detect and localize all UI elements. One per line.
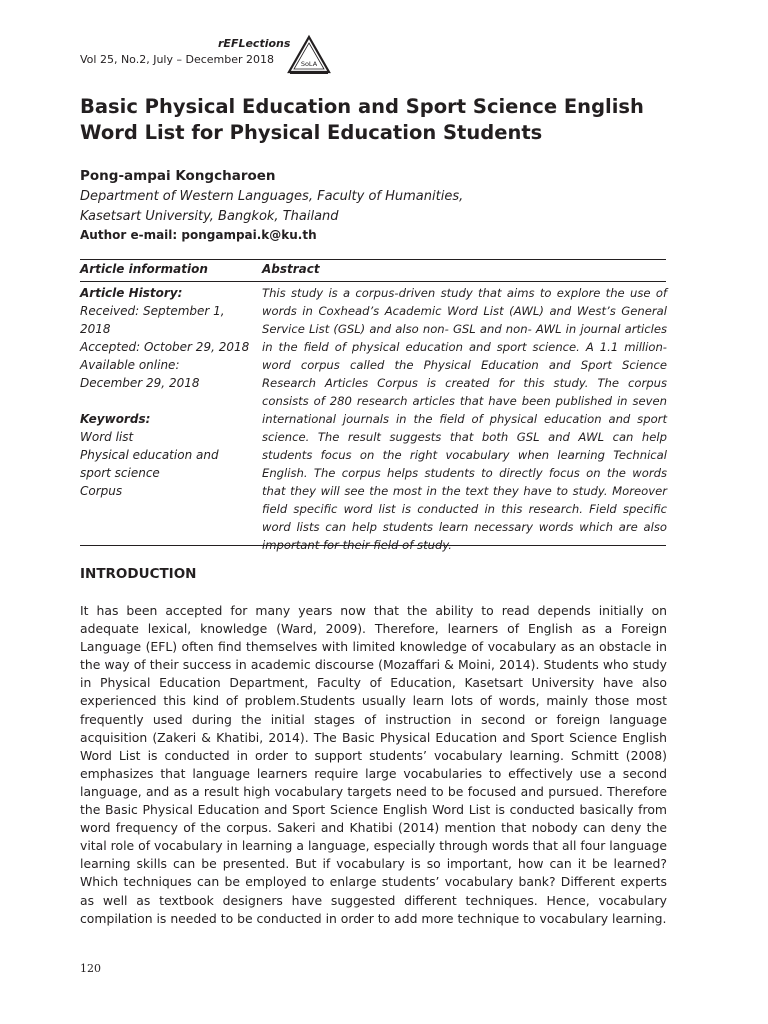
keyword: Physical education and <box>80 448 219 462</box>
history-label: Article History: <box>80 286 183 300</box>
table-top-rule <box>80 259 666 260</box>
abstract-header: Abstract <box>262 262 320 276</box>
article-info-header: Article information <box>80 262 208 276</box>
title-line-1: Basic Physical Education and Sport Science English <box>80 95 644 118</box>
accepted-date: Accepted: October 29, 2018 <box>80 340 250 354</box>
affiliation-line-1: Department of Western Languages, Faculty of Humanities, <box>80 189 464 204</box>
keyword: Word list <box>80 430 134 444</box>
page-number: 120 <box>80 962 101 975</box>
introduction-paragraph: It has been accepted for many years now that the ability to read depends initially on adequate lexical, knowledge (Ward, 2009). Therefore, learners of English as a Foreign Language (EFL) often find themselves with limited knowledge of vocabulary as an obstacle in the way of their success in academic discourse (Mozaffari & Moini, 2014). Students who study in Physical Education Department, Faculty of Education, Kasetsart University have also experienced this kind of problem.Students usually learn lots of words, mainly those most frequently used during the initial stages of instruction in second or foreign language acquisition (Zakeri & Khatibi, 2014). The Basic Physical Education and Sport Science English Word List is conducted in order to support students’ vocabulary learning. Schmitt (2008) emphasizes that language learners require large vocabularies to effectively use a second language, and as a result high vocabulary targets need to be focused and pursued. Therefore the Basic Physical Education and Sport Science English Word List is conducted basically from word frequency of the corpus. Sakeri and Khatibi (2014) mention that nobody can deny the vital role of vocabulary in learning a language, especially through words that all four language learning skills can be presented. But if vocabulary is so important, how can it be learned? Which techniques can be employed to enlarge students’ vocabulary bank? Different experts as well as textbook designers have suggested different techniques. Hence, vocabulary compilation is needed to be conducted in order to add more technique to vocabulary learning. <box>80 603 667 926</box>
keywords-label: Keywords: <box>80 412 151 426</box>
article-info <box>80 284 256 500</box>
author-email: Author e-mail: pongampai.k@ku.th <box>80 228 317 242</box>
keyword: sport science <box>80 466 160 480</box>
available-label: Available online: <box>80 358 180 372</box>
received-date: Received: September 1, 2018 <box>80 304 225 336</box>
author-affiliation <box>80 187 463 227</box>
author-name: Pong-ampai Kongcharoen <box>80 168 276 184</box>
article-title <box>80 94 666 146</box>
journal-name: rEFLections <box>218 37 291 50</box>
running-header <box>80 34 666 80</box>
keyword: Corpus <box>80 484 123 498</box>
volume-info: Vol 25, No.2, July – December 2018 <box>80 53 275 66</box>
logo-text: SoLA <box>300 60 318 68</box>
section-heading: INTRODUCTION <box>80 566 197 582</box>
table-bottom-rule <box>80 545 666 546</box>
sola-logo-icon <box>286 34 332 76</box>
available-date: December 29, 2018 <box>80 376 200 390</box>
affiliation-line-2: Kasetsart University, Bangkok, Thailand <box>80 209 339 224</box>
abstract-text: This study is a corpus-driven study that aims to explore the use of words in Coxhead’s Academic Word List (AWL) and West’s General Service List (GSL) and also non- GSL and non- AWL in journal articles in the field of physical education and sport science. A 1.1 million-word corpus called the Physical Education and Sport Science Research Articles Corpus is created for this study. The corpus consists of 280 research articles that have been published in seven international journals in the field of physical education and sport science. The result suggests that both GSL and AWL can help students focus on the right vocabulary when learning Technical English. The corpus helps students to directly focus on the words that they will see the most in the text they have to study. Moreover field specific word list is conducted in this research. Field specific word lists can help students learn necessary words which are also important for their field of study. <box>262 286 667 552</box>
title-line-2: Word List for Physical Education Students <box>80 121 543 144</box>
table-header-rule <box>80 281 666 282</box>
page <box>80 0 666 1024</box>
